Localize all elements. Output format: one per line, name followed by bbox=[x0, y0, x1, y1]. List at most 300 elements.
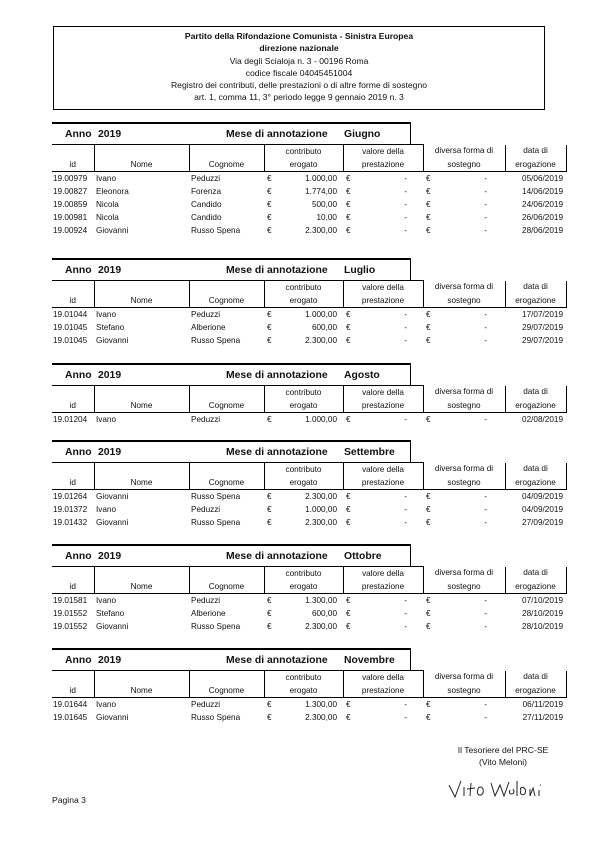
row-data: 02/08/2019 bbox=[522, 414, 563, 424]
euro-sign: € bbox=[426, 621, 431, 631]
row-valore: - bbox=[404, 621, 407, 631]
header-row-1 bbox=[52, 567, 566, 581]
col-prestazione: prestazione bbox=[343, 294, 423, 308]
euro-sign: € bbox=[267, 186, 272, 196]
col-erogato: erogato bbox=[264, 580, 343, 594]
row-id: 19.01044 bbox=[53, 309, 88, 319]
row-id: 19.01045 bbox=[53, 322, 88, 332]
row-cognome: Candido bbox=[191, 212, 222, 222]
euro-sign: € bbox=[346, 309, 351, 319]
table-row bbox=[52, 490, 566, 504]
row-importo: 600,00 bbox=[311, 608, 337, 618]
col-diversa: diversa forma di bbox=[423, 386, 505, 400]
row-cognome: Peduzzi bbox=[191, 595, 221, 605]
header-row-2 bbox=[52, 476, 566, 490]
col-sostegno: sostegno bbox=[423, 399, 505, 413]
row-diversa: - bbox=[484, 621, 487, 631]
row-valore: - bbox=[404, 712, 407, 722]
row-nome: Ivano bbox=[96, 699, 117, 709]
row-diversa: - bbox=[484, 212, 487, 222]
row-importo: 1.000,00 bbox=[305, 504, 337, 514]
euro-sign: € bbox=[346, 173, 351, 183]
row-nome: Stefano bbox=[96, 322, 125, 332]
header-row-1 bbox=[52, 671, 566, 685]
section-title-row bbox=[52, 258, 548, 280]
col-prestazione: prestazione bbox=[343, 684, 423, 698]
row-cognome: Russo Spena bbox=[191, 225, 241, 235]
col-data: data di bbox=[505, 281, 566, 295]
header-row-2 bbox=[52, 580, 566, 594]
month-value: Settembre bbox=[344, 447, 395, 458]
col-valore: valore della bbox=[343, 281, 423, 295]
year-label: Anno bbox=[65, 551, 92, 562]
header-row-2 bbox=[52, 684, 566, 698]
contributions-table bbox=[52, 566, 567, 633]
row-diversa: - bbox=[484, 491, 487, 501]
row-diversa: - bbox=[484, 199, 487, 209]
col-data: data di bbox=[505, 386, 566, 400]
col-cognome: Cognome bbox=[189, 158, 264, 172]
col-nome: Nome bbox=[94, 476, 189, 490]
row-id: 19.01552 bbox=[53, 608, 88, 618]
register-title: Registro dei contributi, delle prestazioni o di altre forme di sostegno bbox=[170, 80, 428, 91]
col-valore: valore della bbox=[343, 567, 423, 581]
row-cognome: Alberione bbox=[191, 608, 226, 618]
euro-sign: € bbox=[346, 517, 351, 527]
org-department: direzione nazionale bbox=[259, 43, 339, 54]
euro-sign: € bbox=[426, 335, 431, 345]
col-diversa: diversa forma di bbox=[423, 145, 505, 159]
row-importo: 600,00 bbox=[311, 322, 337, 332]
document-header bbox=[53, 26, 545, 110]
month-value: Novembre bbox=[344, 655, 395, 666]
row-cognome: Candido bbox=[191, 199, 222, 209]
row-data: 24/06/2019 bbox=[522, 199, 563, 209]
row-diversa: - bbox=[484, 595, 487, 605]
row-valore: - bbox=[404, 414, 407, 424]
col-prestazione: prestazione bbox=[343, 476, 423, 490]
row-data: 27/09/2019 bbox=[522, 517, 563, 527]
row-nome: Giovanni bbox=[96, 335, 129, 345]
col-valore: valore della bbox=[343, 671, 423, 685]
row-diversa: - bbox=[484, 712, 487, 722]
euro-sign: € bbox=[267, 414, 272, 424]
row-nome: Stefano bbox=[96, 608, 125, 618]
col-erogato: erogato bbox=[264, 684, 343, 698]
treasurer-name: (Vito Meloni) bbox=[478, 757, 528, 767]
euro-sign: € bbox=[267, 608, 272, 618]
table-row bbox=[52, 224, 566, 237]
euro-sign: € bbox=[346, 335, 351, 345]
row-data: 27/11/2019 bbox=[522, 712, 563, 722]
year-value: 2019 bbox=[98, 265, 122, 276]
year-value: 2019 bbox=[98, 551, 122, 562]
month-value: Giugno bbox=[344, 129, 381, 140]
euro-sign: € bbox=[426, 517, 431, 527]
table-row bbox=[52, 503, 566, 516]
row-nome: Giovanni bbox=[96, 712, 129, 722]
row-importo: 2.300,00 bbox=[305, 517, 337, 527]
table-row bbox=[52, 413, 566, 427]
row-valore: - bbox=[404, 199, 407, 209]
year-value: 2019 bbox=[98, 129, 122, 140]
section-title-row bbox=[52, 363, 548, 385]
row-importo: 10,00 bbox=[316, 212, 337, 222]
contributions-table bbox=[52, 670, 567, 724]
header-row-2 bbox=[52, 158, 566, 172]
contributions-table bbox=[52, 385, 567, 426]
month-section bbox=[52, 440, 563, 529]
col-erogato: erogato bbox=[264, 294, 343, 308]
col-sostegno: sostegno bbox=[423, 684, 505, 698]
year-label: Anno bbox=[65, 655, 92, 666]
table-row bbox=[52, 185, 566, 198]
row-cognome: Peduzzi bbox=[191, 173, 221, 183]
row-valore: - bbox=[404, 309, 407, 319]
col-sostegno: sostegno bbox=[423, 294, 505, 308]
month-label: Mese di annotazione bbox=[226, 551, 328, 562]
euro-sign: € bbox=[346, 712, 351, 722]
month-section bbox=[52, 544, 563, 633]
col-nome: Nome bbox=[94, 294, 189, 308]
euro-sign: € bbox=[346, 608, 351, 618]
row-nome: Ivano bbox=[96, 173, 117, 183]
col-nome: Nome bbox=[94, 684, 189, 698]
row-id: 19.01581 bbox=[53, 595, 88, 605]
col-cognome: Cognome bbox=[189, 684, 264, 698]
col-prestazione: prestazione bbox=[343, 158, 423, 172]
col-diversa: diversa forma di bbox=[423, 567, 505, 581]
row-cognome: Russo Spena bbox=[191, 621, 241, 631]
col-diversa: diversa forma di bbox=[423, 463, 505, 477]
euro-sign: € bbox=[426, 608, 431, 618]
year-label: Anno bbox=[65, 447, 92, 458]
table-row bbox=[52, 211, 566, 224]
table-row bbox=[52, 698, 566, 712]
col-contributo: contributo bbox=[264, 281, 343, 295]
row-data: 04/09/2019 bbox=[522, 491, 563, 501]
row-diversa: - bbox=[484, 322, 487, 332]
row-importo: 2.300,00 bbox=[305, 712, 337, 722]
row-cognome: Peduzzi bbox=[191, 309, 221, 319]
page-number: Pagina 3 bbox=[52, 795, 86, 805]
euro-sign: € bbox=[426, 309, 431, 319]
euro-sign: € bbox=[426, 212, 431, 222]
month-value: Luglio bbox=[344, 265, 376, 276]
euro-sign: € bbox=[267, 517, 272, 527]
euro-sign: € bbox=[267, 595, 272, 605]
table-row bbox=[52, 334, 566, 347]
row-data: 04/09/2019 bbox=[522, 504, 563, 514]
row-valore: - bbox=[404, 699, 407, 709]
col-cognome: Cognome bbox=[189, 580, 264, 594]
row-importo: 2.300,00 bbox=[305, 491, 337, 501]
row-valore: - bbox=[404, 504, 407, 514]
row-id: 19.01552 bbox=[53, 621, 88, 631]
table-row bbox=[52, 516, 566, 529]
col-id: id bbox=[52, 580, 94, 594]
row-diversa: - bbox=[484, 335, 487, 345]
contributions-table bbox=[52, 280, 567, 347]
euro-sign: € bbox=[426, 225, 431, 235]
row-id: 19.00827 bbox=[53, 186, 88, 196]
euro-sign: € bbox=[426, 595, 431, 605]
col-cognome: Cognome bbox=[189, 294, 264, 308]
row-diversa: - bbox=[484, 504, 487, 514]
euro-sign: € bbox=[267, 621, 272, 631]
euro-sign: € bbox=[267, 173, 272, 183]
col-contributo: contributo bbox=[264, 145, 343, 159]
row-id: 19.01372 bbox=[53, 504, 88, 514]
col-erogazione: erogazione bbox=[505, 399, 566, 413]
row-id: 19.00924 bbox=[53, 225, 88, 235]
section-title-row bbox=[52, 122, 548, 144]
year-label: Anno bbox=[65, 370, 92, 381]
col-prestazione: prestazione bbox=[343, 580, 423, 594]
euro-sign: € bbox=[267, 504, 272, 514]
col-erogazione: erogazione bbox=[505, 294, 566, 308]
euro-sign: € bbox=[346, 491, 351, 501]
row-importo: 1.300,00 bbox=[305, 595, 337, 605]
col-contributo: contributo bbox=[264, 386, 343, 400]
col-id: id bbox=[52, 294, 94, 308]
row-cognome: Forenza bbox=[191, 186, 222, 196]
col-cognome: Cognome bbox=[189, 476, 264, 490]
row-valore: - bbox=[404, 608, 407, 618]
row-id: 19.00981 bbox=[53, 212, 88, 222]
row-data: 29/07/2019 bbox=[522, 335, 563, 345]
col-erogato: erogato bbox=[264, 399, 343, 413]
row-cognome: Russo Spena bbox=[191, 712, 241, 722]
org-tax-code: codice fiscale 04045451004 bbox=[245, 67, 353, 78]
row-nome: Ivano bbox=[96, 414, 117, 424]
euro-sign: € bbox=[346, 186, 351, 196]
row-importo: 2.300,00 bbox=[305, 621, 337, 631]
row-importo: 1.000,00 bbox=[305, 309, 337, 319]
row-id: 19.01264 bbox=[53, 491, 88, 501]
year-value: 2019 bbox=[98, 370, 122, 381]
euro-sign: € bbox=[426, 712, 431, 722]
row-data: 05/06/2019 bbox=[522, 173, 563, 183]
section-title-row bbox=[52, 440, 548, 462]
month-label: Mese di annotazione bbox=[226, 447, 328, 458]
row-valore: - bbox=[404, 517, 407, 527]
table-row bbox=[52, 321, 566, 334]
row-nome: Giovanni bbox=[96, 225, 129, 235]
col-nome: Nome bbox=[94, 158, 189, 172]
euro-sign: € bbox=[426, 504, 431, 514]
org-name: Partito della Rifondazione Comunista - Sinistra Europea bbox=[184, 31, 414, 41]
euro-sign: € bbox=[346, 595, 351, 605]
org-address: Via degli Scialoja n. 3 - 00196 Roma bbox=[229, 55, 369, 66]
col-nome: Nome bbox=[94, 580, 189, 594]
row-data: 17/07/2019 bbox=[522, 309, 563, 319]
col-nome: Nome bbox=[94, 399, 189, 413]
euro-sign: € bbox=[346, 621, 351, 631]
row-importo: 2.300,00 bbox=[305, 335, 337, 345]
euro-sign: € bbox=[267, 699, 272, 709]
table-row bbox=[52, 198, 566, 211]
row-id: 19.00859 bbox=[53, 199, 88, 209]
col-cognome: Cognome bbox=[189, 399, 264, 413]
row-data: 28/10/2019 bbox=[522, 608, 563, 618]
row-cognome: Peduzzi bbox=[191, 414, 221, 424]
col-data: data di bbox=[505, 463, 566, 477]
header-row-1 bbox=[52, 281, 566, 295]
row-nome: Eleonora bbox=[96, 186, 129, 196]
euro-sign: € bbox=[267, 199, 272, 209]
header-row-2 bbox=[52, 294, 566, 308]
euro-sign: € bbox=[346, 199, 351, 209]
col-sostegno: sostegno bbox=[423, 158, 505, 172]
row-diversa: - bbox=[484, 414, 487, 424]
col-valore: valore della bbox=[343, 463, 423, 477]
row-cognome: Russo Spena bbox=[191, 335, 241, 345]
col-contributo: contributo bbox=[264, 463, 343, 477]
euro-sign: € bbox=[426, 199, 431, 209]
row-diversa: - bbox=[484, 699, 487, 709]
row-data: 28/10/2019 bbox=[522, 621, 563, 631]
col-sostegno: sostegno bbox=[423, 580, 505, 594]
euro-sign: € bbox=[346, 322, 351, 332]
month-section bbox=[52, 258, 563, 347]
legal-reference: art. 1, comma 11, 3° periodo legge 9 gennaio 2019 n. 3 bbox=[194, 92, 404, 103]
row-cognome: Peduzzi bbox=[191, 504, 221, 514]
col-id: id bbox=[52, 158, 94, 172]
header-row-1 bbox=[52, 145, 566, 159]
row-id: 19.01045 bbox=[53, 335, 88, 345]
table-row bbox=[52, 620, 566, 633]
row-nome: Giovanni bbox=[96, 517, 129, 527]
row-diversa: - bbox=[484, 517, 487, 527]
col-contributo: contributo bbox=[264, 671, 343, 685]
row-nome: Ivano bbox=[96, 504, 117, 514]
row-id: 19.00979 bbox=[53, 173, 88, 183]
col-erogazione: erogazione bbox=[505, 684, 566, 698]
col-diversa: diversa forma di bbox=[423, 281, 505, 295]
row-data: 26/06/2019 bbox=[522, 212, 563, 222]
euro-sign: € bbox=[426, 699, 431, 709]
euro-sign: € bbox=[346, 212, 351, 222]
row-importo: 1.000,00 bbox=[305, 173, 337, 183]
euro-sign: € bbox=[426, 322, 431, 332]
euro-sign: € bbox=[267, 212, 272, 222]
row-data: 28/06/2019 bbox=[522, 225, 563, 235]
year-value: 2019 bbox=[98, 447, 122, 458]
row-nome: Nicola bbox=[96, 199, 119, 209]
row-id: 19.01204 bbox=[53, 414, 88, 424]
row-data: 14/06/2019 bbox=[522, 186, 563, 196]
row-valore: - bbox=[404, 225, 407, 235]
row-nome: Nicola bbox=[96, 212, 119, 222]
row-diversa: - bbox=[484, 186, 487, 196]
euro-sign: € bbox=[346, 225, 351, 235]
col-erogazione: erogazione bbox=[505, 580, 566, 594]
signature-block bbox=[448, 744, 558, 768]
col-data: data di bbox=[505, 567, 566, 581]
month-label: Mese di annotazione bbox=[226, 129, 328, 140]
year-label: Anno bbox=[65, 265, 92, 276]
row-valore: - bbox=[404, 335, 407, 345]
section-title-row bbox=[52, 648, 548, 670]
year-value: 2019 bbox=[98, 655, 122, 666]
row-valore: - bbox=[404, 491, 407, 501]
month-section bbox=[52, 122, 563, 237]
row-valore: - bbox=[404, 595, 407, 605]
col-sostegno: sostegno bbox=[423, 476, 505, 490]
col-erogato: erogato bbox=[264, 476, 343, 490]
row-valore: - bbox=[404, 173, 407, 183]
euro-sign: € bbox=[267, 322, 272, 332]
euro-sign: € bbox=[426, 414, 431, 424]
row-diversa: - bbox=[484, 309, 487, 319]
col-diversa: diversa forma di bbox=[423, 671, 505, 685]
row-id: 19.01645 bbox=[53, 712, 88, 722]
month-label: Mese di annotazione bbox=[226, 370, 328, 381]
row-valore: - bbox=[404, 186, 407, 196]
handwritten-signature bbox=[447, 775, 547, 803]
col-data: data di bbox=[505, 671, 566, 685]
row-nome: Ivano bbox=[96, 595, 117, 605]
row-data: 06/11/2019 bbox=[522, 699, 563, 709]
euro-sign: € bbox=[346, 414, 351, 424]
row-cognome: Russo Spena bbox=[191, 491, 241, 501]
row-nome: Giovanni bbox=[96, 621, 129, 631]
col-contributo: contributo bbox=[264, 567, 343, 581]
row-nome: Giovanni bbox=[96, 491, 129, 501]
row-cognome: Peduzzi bbox=[191, 699, 221, 709]
treasurer-title: Il Tesoriere del PRC-SE bbox=[457, 745, 549, 755]
col-data: data di bbox=[505, 145, 566, 159]
section-title-row bbox=[52, 544, 548, 566]
euro-sign: € bbox=[267, 335, 272, 345]
table-row bbox=[52, 594, 566, 608]
col-id: id bbox=[52, 399, 94, 413]
row-diversa: - bbox=[484, 225, 487, 235]
header-row-1 bbox=[52, 463, 566, 477]
month-section bbox=[52, 648, 563, 724]
col-prestazione: prestazione bbox=[343, 399, 423, 413]
row-nome: Ivano bbox=[96, 309, 117, 319]
month-label: Mese di annotazione bbox=[226, 265, 328, 276]
row-importo: 1.774,00 bbox=[305, 186, 337, 196]
month-value: Agosto bbox=[344, 370, 380, 381]
euro-sign: € bbox=[426, 186, 431, 196]
table-row bbox=[52, 308, 566, 322]
col-valore: valore della bbox=[343, 145, 423, 159]
row-cognome: Alberione bbox=[191, 322, 226, 332]
col-id: id bbox=[52, 476, 94, 490]
header-row-1 bbox=[52, 386, 566, 400]
euro-sign: € bbox=[426, 173, 431, 183]
row-data: 07/10/2019 bbox=[522, 595, 563, 605]
euro-sign: € bbox=[267, 225, 272, 235]
month-label: Mese di annotazione bbox=[226, 655, 328, 666]
col-erogato: erogato bbox=[264, 158, 343, 172]
year-label: Anno bbox=[65, 129, 92, 140]
contributions-table bbox=[52, 144, 567, 237]
euro-sign: € bbox=[267, 712, 272, 722]
row-valore: - bbox=[404, 212, 407, 222]
row-cognome: Russo Spena bbox=[191, 517, 241, 527]
row-data: 29/07/2019 bbox=[522, 322, 563, 332]
col-erogazione: erogazione bbox=[505, 158, 566, 172]
header-row-2 bbox=[52, 399, 566, 413]
row-valore: - bbox=[404, 322, 407, 332]
row-id: 19.01644 bbox=[53, 699, 88, 709]
row-importo: 500,00 bbox=[311, 199, 337, 209]
euro-sign: € bbox=[346, 699, 351, 709]
